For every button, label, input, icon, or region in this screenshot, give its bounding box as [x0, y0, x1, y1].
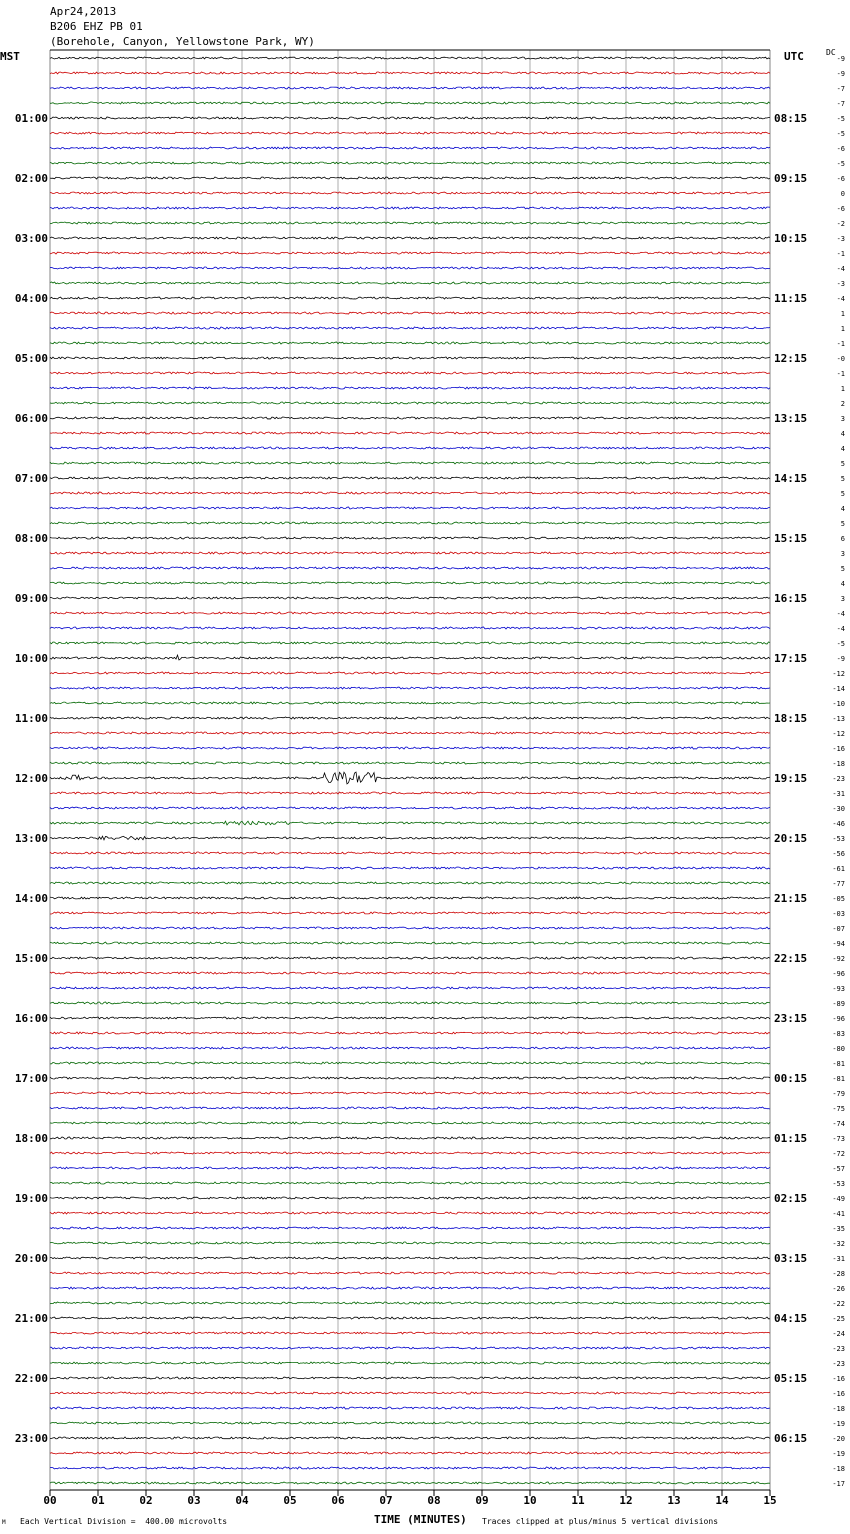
hour-label-right: 05:15 — [774, 1372, 808, 1385]
trace-row — [50, 821, 770, 825]
trace-row — [50, 1437, 770, 1439]
hour-label-right: 12:15 — [774, 352, 808, 365]
hour-label-right: 23:15 — [774, 1012, 808, 1025]
trace-row — [50, 957, 770, 959]
trace-row — [50, 612, 770, 614]
dc-offset-label: -18 — [832, 1465, 845, 1473]
dc-offset-label: -28 — [832, 1270, 845, 1278]
dc-offset-label: -74 — [832, 1120, 845, 1128]
trace-row — [50, 1362, 770, 1364]
dc-offset-label: -13 — [832, 715, 845, 723]
corner-mark: M — [2, 1519, 6, 1526]
clip-note: Traces clipped at plus/minus 5 vertical divisions — [482, 1517, 719, 1526]
hour-label-left: 20:00 — [14, 1252, 48, 1265]
dc-offset-label: -1 — [836, 370, 845, 378]
trace-row — [50, 1092, 770, 1094]
x-tick-label: 11 — [571, 1494, 585, 1507]
hour-label-right: 13:15 — [774, 412, 808, 425]
dc-offset-label: -31 — [832, 790, 845, 798]
dc-offset-label: 3 — [840, 595, 845, 603]
dc-offset-label: -9 — [836, 55, 845, 63]
trace-row — [50, 72, 770, 74]
trace-row — [50, 627, 770, 629]
dc-offset-label: -81 — [832, 1075, 845, 1083]
x-tick-label: 07 — [379, 1494, 393, 1507]
trace-row — [50, 927, 770, 929]
dc-offset-label: -26 — [832, 1285, 845, 1293]
trace-row — [50, 192, 770, 194]
dc-offset-label: -16 — [832, 1375, 845, 1383]
trace-row — [50, 1017, 770, 1019]
trace-row — [50, 1182, 770, 1184]
trace-row — [50, 387, 770, 389]
hour-label-right: 18:15 — [774, 712, 808, 725]
hour-label-left: 03:00 — [14, 232, 48, 245]
dc-offset-label: -9 — [836, 70, 845, 78]
trace-row — [50, 417, 770, 419]
trace-row — [50, 432, 770, 434]
dc-offset-label: -4 — [836, 610, 845, 618]
trace-row — [50, 87, 770, 89]
hour-label-left: 05:00 — [14, 352, 48, 365]
trace-row — [50, 327, 770, 329]
hour-label-left: 02:00 — [14, 172, 48, 185]
trace-row — [50, 732, 770, 734]
dc-offset-label: -05 — [832, 895, 845, 903]
hour-label-right: 15:15 — [774, 532, 808, 545]
dc-offset-label: -9 — [836, 655, 845, 663]
hour-label-right: 01:15 — [774, 1132, 808, 1145]
dc-offset-label: -23 — [832, 1345, 845, 1353]
hour-label-right: 06:15 — [774, 1432, 808, 1445]
trace-row — [50, 942, 770, 944]
dc-offset-label: -30 — [832, 805, 845, 813]
dc-offset-label: -6 — [836, 175, 845, 183]
dc-offset-label: -73 — [832, 1135, 845, 1143]
trace-row — [50, 282, 770, 284]
trace-row — [50, 852, 770, 854]
hour-label-right: 16:15 — [774, 592, 808, 605]
hour-label-left: 18:00 — [14, 1132, 48, 1145]
dc-offset-label: -16 — [832, 1390, 845, 1398]
trace-row — [50, 177, 770, 179]
trace-row — [50, 597, 770, 599]
dc-offset-label: 4 — [840, 580, 845, 588]
dc-offset-label: 4 — [840, 505, 845, 513]
scale-note: Each Vertical Division = 400.00 microvolts — [20, 1517, 228, 1526]
hour-label-left: 19:00 — [14, 1192, 48, 1205]
x-tick-label: 03 — [187, 1494, 201, 1507]
chart-date: Apr24,2013 — [50, 5, 117, 18]
dc-offset-label: 6 — [840, 535, 845, 543]
dc-offset-label: 2 — [840, 400, 845, 408]
x-tick-label: 15 — [763, 1494, 777, 1507]
dc-offset-label: -92 — [832, 955, 845, 963]
dc-offset-label: -1 — [836, 340, 845, 348]
trace-row — [50, 222, 770, 224]
dc-offset-label: -03 — [832, 910, 845, 918]
dc-offset-label: -17 — [832, 1480, 845, 1488]
dc-offset-label: -96 — [832, 970, 845, 978]
trace-row — [50, 537, 770, 539]
hour-label-right: 14:15 — [774, 472, 808, 485]
trace-row — [50, 1452, 770, 1454]
trace-row — [50, 507, 770, 509]
hour-label-right: 21:15 — [774, 892, 808, 905]
hour-label-left: 15:00 — [14, 952, 48, 965]
dc-offset-label: -61 — [832, 865, 845, 873]
trace-row — [50, 747, 770, 749]
dc-offset-label: -16 — [832, 745, 845, 753]
trace-row — [50, 807, 770, 809]
dc-offset-label: -23 — [832, 1360, 845, 1368]
trace-row — [50, 567, 770, 569]
trace-row — [50, 1077, 770, 1079]
hour-label-left: 07:00 — [14, 472, 48, 485]
left-timezone-label: MST — [0, 50, 20, 63]
dc-offset-label: -18 — [832, 1405, 845, 1413]
trace-row — [50, 655, 770, 660]
trace-row — [50, 1152, 770, 1154]
hour-label-right: 08:15 — [774, 112, 808, 125]
dc-offset-label: -18 — [832, 760, 845, 768]
trace-row — [50, 717, 770, 719]
dc-offset-label: -7 — [836, 85, 845, 93]
trace-row — [50, 252, 770, 254]
hour-label-left: 11:00 — [14, 712, 48, 725]
trace-row — [50, 897, 770, 899]
trace-row — [50, 1482, 770, 1484]
hour-label-left: 14:00 — [14, 892, 48, 905]
trace-row — [50, 1197, 770, 1199]
trace-row — [50, 1287, 770, 1289]
dc-offset-label: -7 — [836, 100, 845, 108]
trace-row — [50, 882, 770, 884]
trace-row — [50, 312, 770, 314]
dc-offset-label: -3 — [836, 280, 845, 288]
hour-label-right: 10:15 — [774, 232, 808, 245]
dc-offset-label: -07 — [832, 925, 845, 933]
trace-row — [50, 867, 770, 869]
trace-row — [50, 447, 770, 449]
x-tick-label: 05 — [283, 1494, 297, 1507]
trace-row — [50, 912, 770, 914]
dc-offset-label: -79 — [832, 1090, 845, 1098]
hour-label-left: 13:00 — [14, 832, 48, 845]
trace-row — [50, 1242, 770, 1244]
trace-row — [50, 687, 770, 689]
dc-offset-label: -81 — [832, 1060, 845, 1068]
hour-label-left: 17:00 — [14, 1072, 48, 1085]
trace-row — [50, 702, 770, 704]
dc-offset-label: -56 — [832, 850, 845, 858]
hour-label-left: 16:00 — [14, 1012, 48, 1025]
hour-label-right: 22:15 — [774, 952, 808, 965]
dc-offset-label: -46 — [832, 820, 845, 828]
trace-row — [50, 1002, 770, 1004]
dc-offset-label: -19 — [832, 1420, 845, 1428]
trace-row — [50, 1137, 770, 1139]
trace-row — [50, 1347, 770, 1349]
trace-row — [50, 477, 770, 479]
hour-label-left: 22:00 — [14, 1372, 48, 1385]
dc-offset-label: -53 — [832, 835, 845, 843]
trace-row — [50, 102, 770, 104]
hour-label-right: 03:15 — [774, 1252, 808, 1265]
dc-offset-label: -49 — [832, 1195, 845, 1203]
trace-row — [50, 117, 770, 119]
dc-offset-label: -4 — [836, 265, 845, 273]
trace-row — [50, 1302, 770, 1304]
dc-offset-label: 4 — [840, 430, 845, 438]
dc-offset-label: -89 — [832, 1000, 845, 1008]
trace-row — [50, 342, 770, 344]
hour-label-left: 21:00 — [14, 1312, 48, 1325]
trace-row — [50, 357, 770, 359]
trace-row — [50, 582, 770, 584]
trace-row — [50, 1467, 770, 1469]
x-tick-label: 01 — [91, 1494, 105, 1507]
dc-offset-label: -25 — [832, 1315, 845, 1323]
hour-label-left: 09:00 — [14, 592, 48, 605]
trace-row — [50, 1377, 770, 1379]
dc-offset-label: 5 — [840, 475, 845, 483]
trace-row — [50, 1422, 770, 1424]
dc-offset-label: 1 — [840, 310, 845, 318]
dc-offset-label: -6 — [836, 145, 845, 153]
trace-row — [50, 1227, 770, 1229]
trace-row — [50, 237, 770, 239]
dc-offset-label: -80 — [832, 1045, 845, 1053]
trace-row — [50, 836, 770, 840]
trace-row — [50, 462, 770, 464]
dc-offset-label: -3 — [836, 235, 845, 243]
dc-offset-label: -10 — [832, 700, 845, 708]
dc-offset-label: -19 — [832, 1450, 845, 1458]
trace-row — [50, 522, 770, 524]
dc-offset-header: DC — [826, 48, 836, 57]
x-tick-label: 06 — [331, 1494, 345, 1507]
dc-offset-label: 1 — [840, 385, 845, 393]
trace-row — [50, 147, 770, 149]
dc-offset-label: -75 — [832, 1105, 845, 1113]
x-tick-label: 12 — [619, 1494, 633, 1507]
dc-offset-label: -35 — [832, 1225, 845, 1233]
x-tick-label: 14 — [715, 1494, 729, 1507]
dc-offset-label: -5 — [836, 115, 845, 123]
dc-offset-label: -72 — [832, 1150, 845, 1158]
dc-offset-label: -93 — [832, 985, 845, 993]
trace-row — [50, 1062, 770, 1064]
station-code: B206 EHZ PB 01 — [50, 20, 143, 33]
trace-row — [50, 1272, 770, 1274]
x-axis-title: TIME (MINUTES) — [374, 1513, 467, 1526]
trace-row — [50, 987, 770, 989]
trace-row — [50, 642, 770, 644]
x-tick-label: 10 — [523, 1494, 537, 1507]
hour-label-left: 23:00 — [14, 1432, 48, 1445]
x-tick-label: 09 — [475, 1494, 489, 1507]
hour-label-left: 01:00 — [14, 112, 48, 125]
dc-offset-label: -0 — [836, 355, 845, 363]
trace-row — [50, 1122, 770, 1124]
trace-row — [50, 1407, 770, 1409]
trace-row — [50, 792, 770, 794]
dc-offset-label: -22 — [832, 1300, 845, 1308]
hour-label-left: 12:00 — [14, 772, 48, 785]
dc-offset-label: -94 — [832, 940, 845, 948]
trace-row — [50, 162, 770, 164]
dc-offset-label: -20 — [832, 1435, 845, 1443]
hour-label-right: 11:15 — [774, 292, 808, 305]
hour-label-left: 08:00 — [14, 532, 48, 545]
trace-row — [50, 57, 770, 59]
x-tick-label: 02 — [139, 1494, 153, 1507]
hour-label-left: 10:00 — [14, 652, 48, 665]
trace-row — [50, 297, 770, 299]
trace-row — [50, 492, 770, 494]
x-tick-label: 13 — [667, 1494, 681, 1507]
dc-offset-label: -14 — [832, 685, 845, 693]
dc-offset-label: -31 — [832, 1255, 845, 1263]
dc-offset-label: 5 — [840, 565, 845, 573]
dc-offset-label: 3 — [840, 415, 845, 423]
x-tick-label: 04 — [235, 1494, 249, 1507]
trace-row — [50, 672, 770, 674]
dc-offset-label: -1 — [836, 250, 845, 258]
dc-offset-label: -24 — [832, 1330, 845, 1338]
trace-row — [50, 1392, 770, 1394]
dc-offset-label: -41 — [832, 1210, 845, 1218]
dc-offset-label: -5 — [836, 130, 845, 138]
trace-row — [50, 1332, 770, 1334]
dc-offset-label: -23 — [832, 775, 845, 783]
hour-label-left: 04:00 — [14, 292, 48, 305]
dc-offset-label: -4 — [836, 295, 845, 303]
hour-label-right: 02:15 — [774, 1192, 808, 1205]
hour-label-right: 19:15 — [774, 772, 808, 785]
trace-row — [50, 1032, 770, 1034]
trace-row — [50, 552, 770, 554]
x-tick-label: 08 — [427, 1494, 441, 1507]
dc-offset-label: -5 — [836, 640, 845, 648]
trace-row — [50, 1167, 770, 1169]
trace-row — [50, 132, 770, 134]
trace-row — [50, 1257, 770, 1259]
dc-offset-label: -4 — [836, 625, 845, 633]
trace-row — [50, 402, 770, 404]
right-timezone-label: UTC — [784, 50, 804, 63]
hour-label-right: 04:15 — [774, 1312, 808, 1325]
dc-offset-label: 4 — [840, 445, 845, 453]
dc-offset-label: -32 — [832, 1240, 845, 1248]
dc-offset-label: -12 — [832, 730, 845, 738]
dc-offset-label: 3 — [840, 550, 845, 558]
dc-offset-label: 5 — [840, 490, 845, 498]
dc-offset-label: -2 — [836, 220, 845, 228]
trace-row — [50, 1107, 770, 1109]
trace-row — [50, 1212, 770, 1214]
dc-offset-label: -57 — [832, 1165, 845, 1173]
trace-row — [50, 972, 770, 974]
hour-label-left: 06:00 — [14, 412, 48, 425]
trace-row — [50, 1317, 770, 1319]
dc-offset-label: -77 — [832, 880, 845, 888]
dc-offset-label: -5 — [836, 160, 845, 168]
station-location: (Borehole, Canyon, Yellowstone Park, WY) — [50, 35, 315, 48]
dc-offset-label: 5 — [840, 520, 845, 528]
dc-offset-label: -6 — [836, 205, 845, 213]
hour-label-right: 09:15 — [774, 172, 808, 185]
dc-offset-label: -12 — [832, 670, 845, 678]
trace-row — [50, 772, 770, 784]
hour-label-right: 20:15 — [774, 832, 808, 845]
dc-offset-label: -96 — [832, 1015, 845, 1023]
dc-offset-label: -83 — [832, 1030, 845, 1038]
dc-offset-label: -53 — [832, 1180, 845, 1188]
hour-label-right: 00:15 — [774, 1072, 808, 1085]
dc-offset-label: 0 — [840, 190, 845, 198]
trace-row — [50, 762, 770, 764]
dc-offset-label: 1 — [840, 325, 845, 333]
trace-row — [50, 267, 770, 269]
trace-row — [50, 372, 770, 374]
trace-row — [50, 207, 770, 209]
dc-offset-label: 5 — [840, 460, 845, 468]
trace-row — [50, 1047, 770, 1049]
hour-label-right: 17:15 — [774, 652, 808, 665]
x-tick-label: 00 — [43, 1494, 57, 1507]
